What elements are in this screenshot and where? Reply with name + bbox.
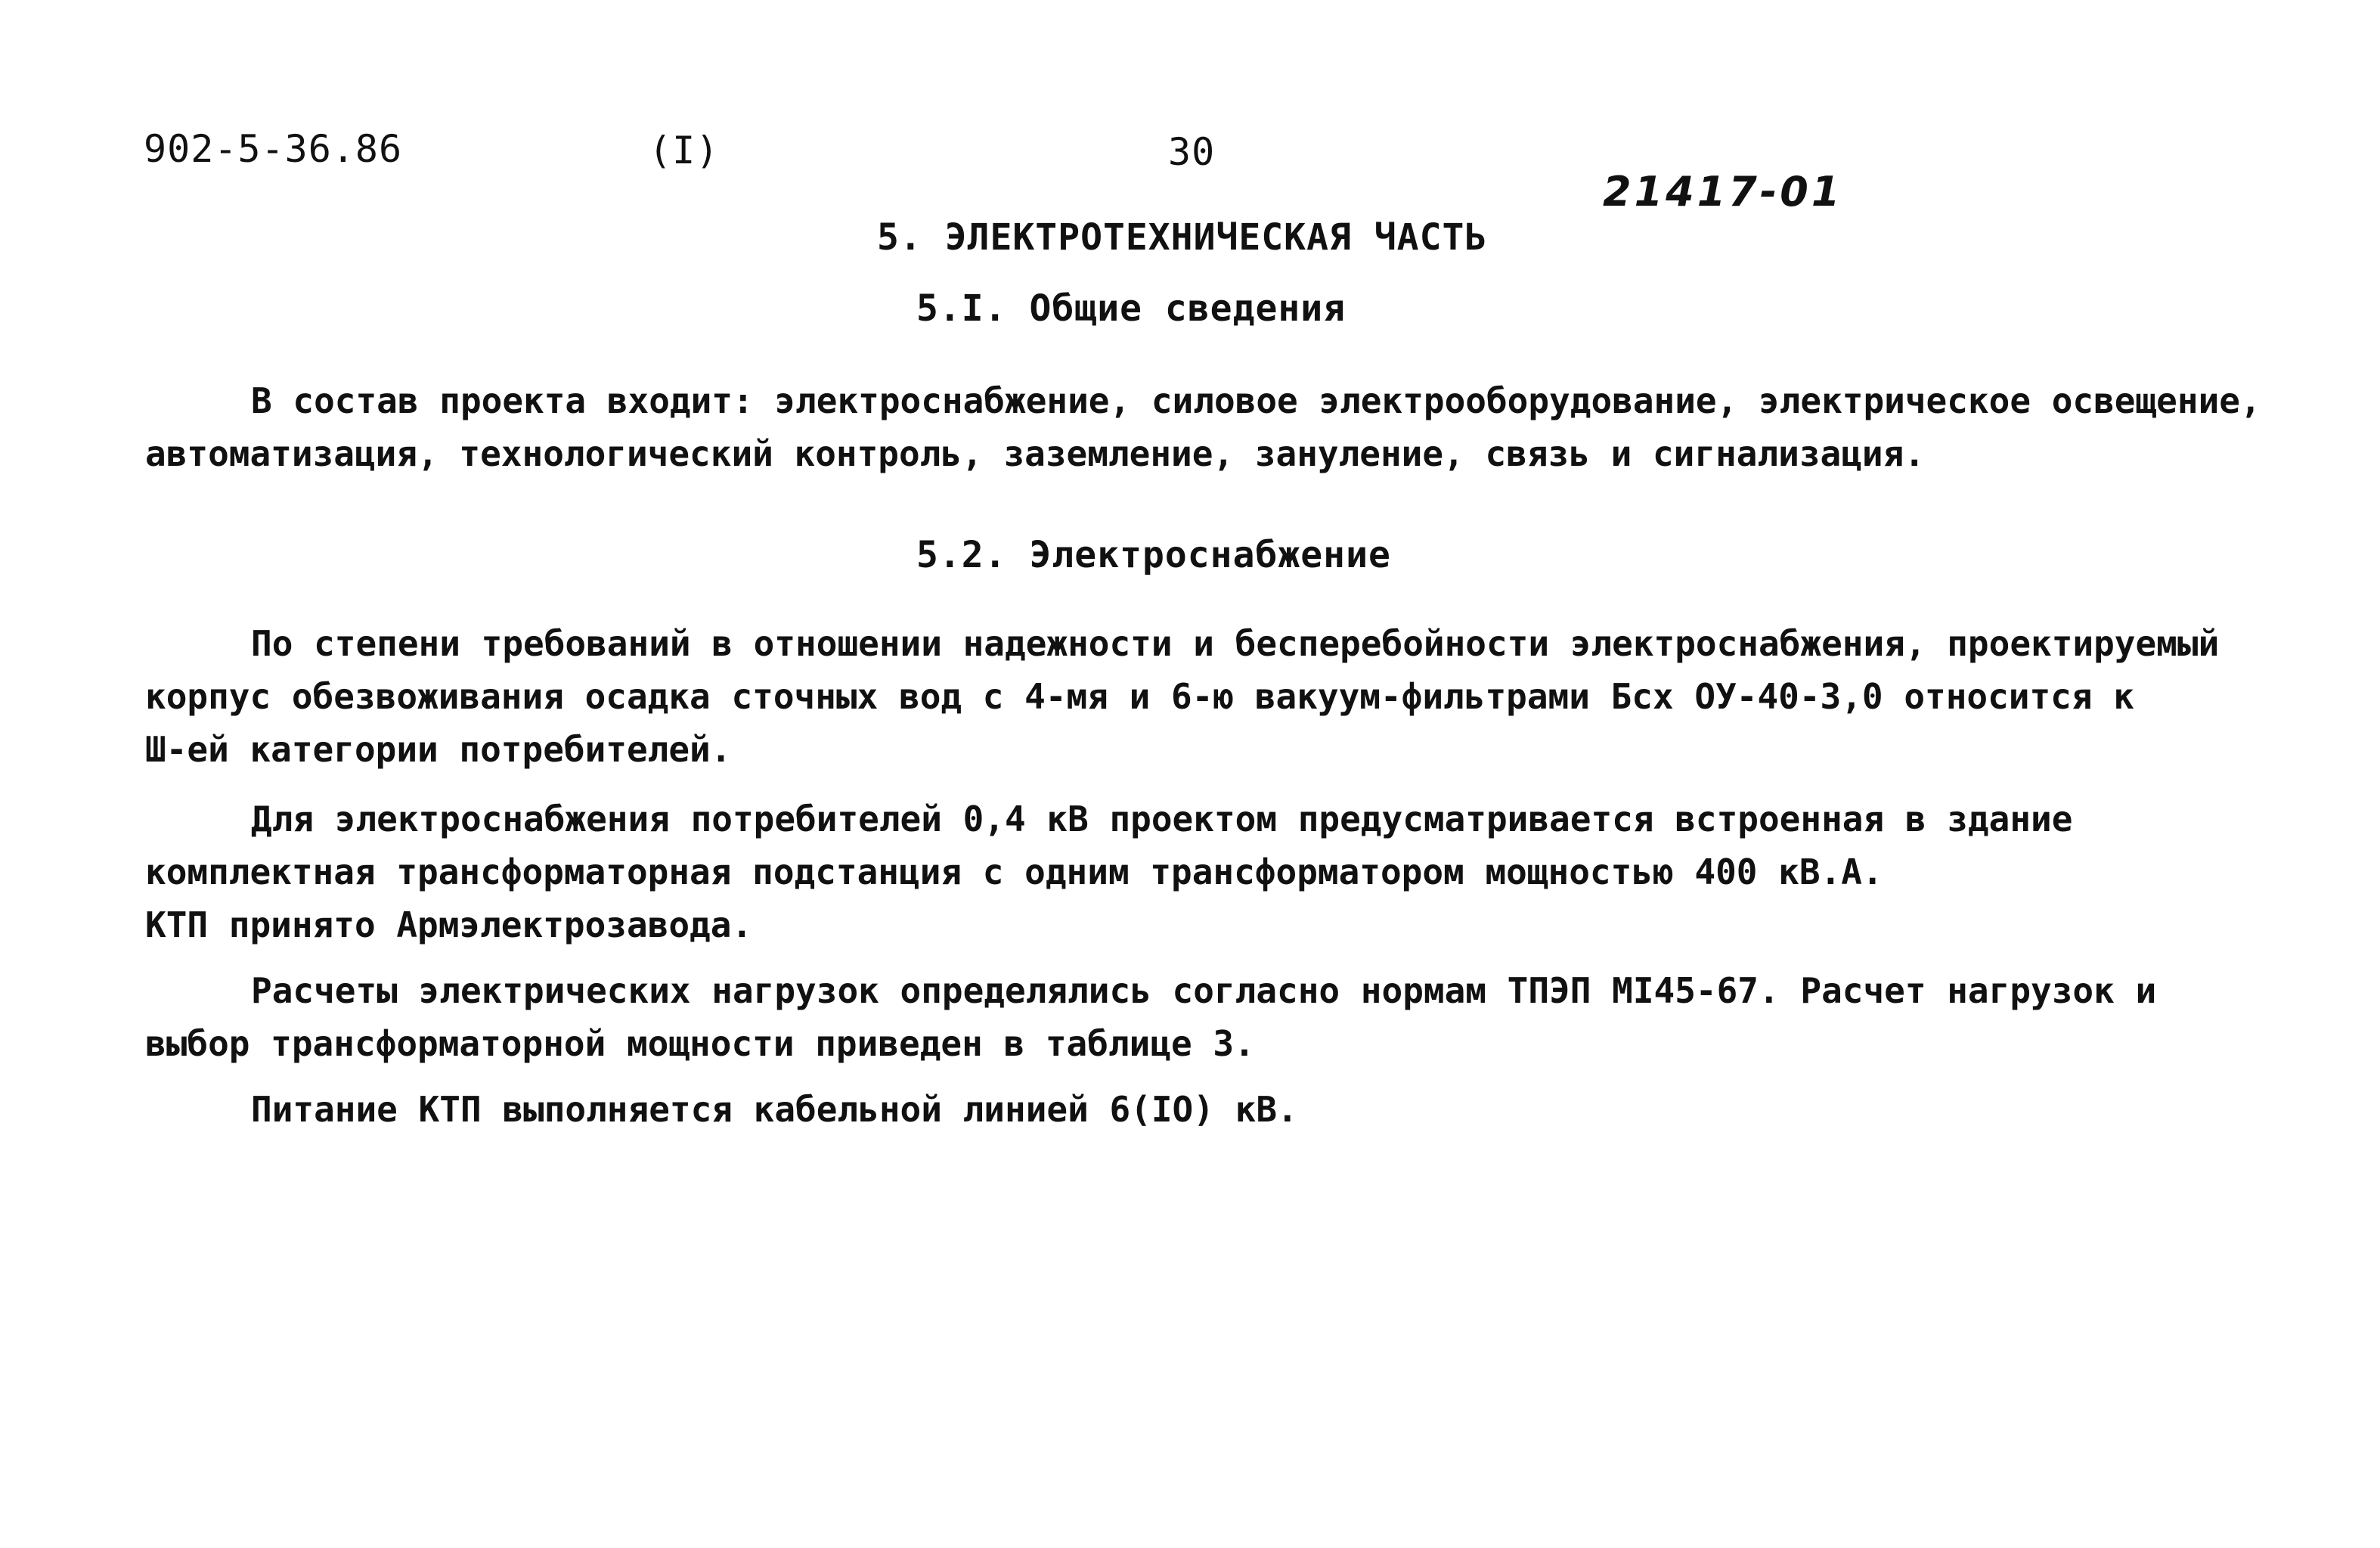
- page-number: 30: [1168, 130, 1216, 174]
- paragraph-line: По степени требований в отношении надежности и бесперебойности электроснабжения, проектируемый: [251, 623, 2220, 664]
- paragraph-line: В состав проекта входит: электроснабжение, силовое электрооборудование, электрическое освещение,: [251, 380, 2261, 421]
- subsection-title-general: 5.I. Общие сведения: [916, 287, 1346, 330]
- paragraph-reliability-category: [145, 617, 2262, 776]
- paragraph-line: выбор трансформаторной мощности приведен в таблице 3.: [145, 1023, 1255, 1064]
- paragraph-line: КТП принято Армэлектрозавода.: [145, 904, 753, 945]
- paragraph-load-calculation: [145, 964, 2262, 1070]
- paragraph-line: Расчеты электрических нагрузок определялись согласно нормам ТПЭП МI45-67. Расчет нагрузок и: [251, 970, 2157, 1011]
- paragraph-line: Ш-ей категории потребителей.: [145, 729, 732, 770]
- paragraph-substation: [145, 793, 2262, 951]
- paragraph-project-composition: [145, 374, 2262, 480]
- paragraph-line: Для электроснабжения потребителей 0,4 кВ проектом предусматривается встроенная в здание: [251, 799, 2073, 839]
- section-title: 5. ЭЛЕКТРОТЕХНИЧЕСКАЯ ЧАСТЬ: [877, 216, 1488, 259]
- inventory-number-handwritten: 21417-01: [1603, 168, 1843, 216]
- paragraph-cable-feed: [145, 1083, 2262, 1136]
- sheet-marker: (I): [649, 129, 720, 172]
- paragraph-line: Питание КТП выполняется кабельной линией 6(IO) кВ.: [251, 1089, 1298, 1130]
- paragraph-line: комплектная трансформаторная подстанция с одним трансформатором мощностью 400 кВ.А.: [145, 852, 1883, 892]
- subsection-title-power-supply: 5.2. Электроснабжение: [916, 534, 1391, 576]
- paragraph-line: автоматизация, технологический контроль, заземление, зануление, связь и сигнализация.: [145, 433, 1926, 474]
- paragraph-line: корпус обезвоживания осадка сточных вод с 4-мя и 6-ю вакуум-фильтрами Бсх ОУ-40-3,0 относится к: [145, 676, 2134, 717]
- document-code: 902-5-36.86: [144, 127, 403, 171]
